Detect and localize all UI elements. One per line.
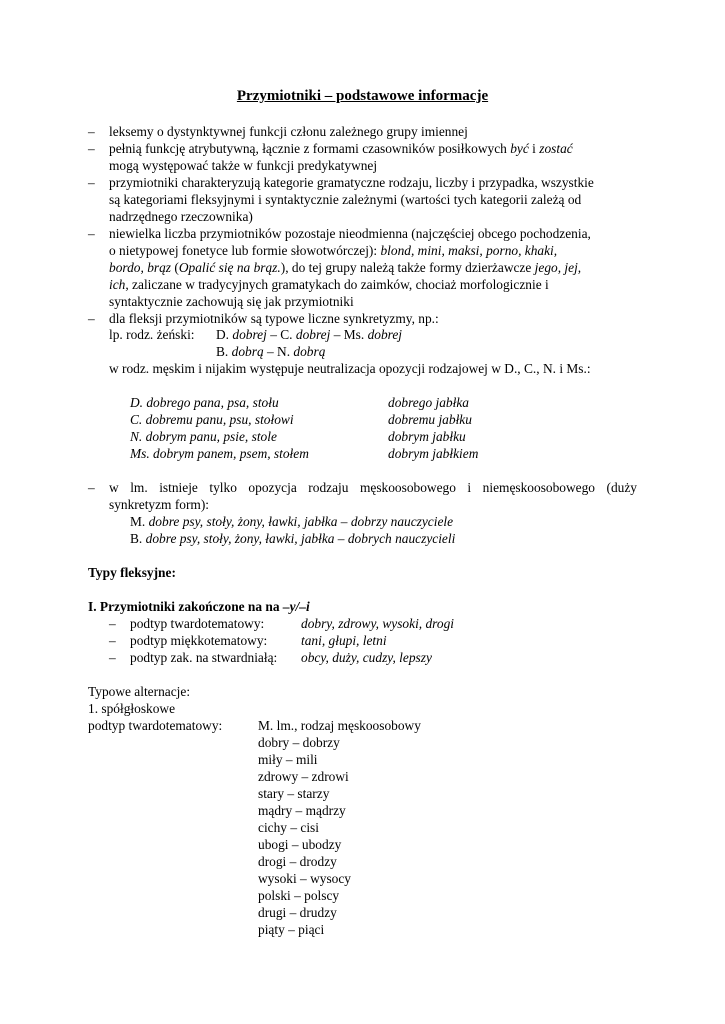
bullet-dash: – xyxy=(88,124,95,139)
table-cell-left: N. dobrym panu, psie, stole xyxy=(130,429,277,444)
table-cell-left: D. dobrego pana, psa, stołu xyxy=(130,395,279,410)
text-span: dobre psy, stoły, żony, ławki, jabłka – dobrych nauczycieli xyxy=(145,531,456,546)
bullet-6-line-1: w lm. istnieje tylko opozycja rodzaju męskoosobowego i niemęskoosobowego (duży xyxy=(109,480,637,495)
text-span: jego, jej, xyxy=(534,260,582,275)
text-span: ich xyxy=(109,277,126,292)
list-dash: – xyxy=(109,633,116,648)
text-span: B. xyxy=(130,531,146,546)
bullet-dash: – xyxy=(88,226,95,241)
alternation-pair: wysoki – wysocy xyxy=(258,871,351,886)
bullet-dash: – xyxy=(88,311,95,326)
bullet-4-line-1: niewielka liczba przymiotników pozostaje nieodmienna (najczęściej obcego pochodzenia, xyxy=(109,226,591,241)
bullet-dash: – xyxy=(88,175,95,190)
alternation-pair: polski – polscy xyxy=(258,888,340,903)
bullet-5-line-1: dla fleksji przymiotników są typowe liczne synkretyzmy, np.: xyxy=(109,311,439,326)
subtype-examples: tani, głupi, letni xyxy=(301,633,387,648)
text-span: –y/–i xyxy=(282,599,310,614)
text-span: dobrej xyxy=(295,327,331,342)
plural-b-line xyxy=(130,530,455,547)
alternation-pair: dobry – dobrzy xyxy=(258,735,340,750)
text-span: D. xyxy=(216,327,233,342)
alternation-pair: zdrowy – zdrowi xyxy=(258,769,349,784)
table-cell-left: C. dobremu panu, psu, stołowi xyxy=(130,412,294,427)
bullet-4-line-2 xyxy=(109,242,557,259)
subtype-label: podtyp twardotematowy: xyxy=(130,616,265,631)
bullet-dash: – xyxy=(88,480,95,495)
list-dash: – xyxy=(109,616,116,631)
text-span: – C. xyxy=(266,327,296,342)
feminine-label: lp. rodz. żeński: xyxy=(109,327,195,342)
alternation-pair: piąty – piąci xyxy=(258,922,325,937)
text-span: I. Przymiotniki zakończone na na xyxy=(88,599,283,614)
list-dash: – xyxy=(109,650,116,665)
alternations-sub: 1. spółgłoskowe xyxy=(88,701,176,716)
table-cell-right: dobrego jabłka xyxy=(388,395,469,410)
table-cell-right: dobrym jabłku xyxy=(388,429,466,444)
alternation-pair: drogi – drodzy xyxy=(258,854,337,869)
bullet-4-line-5: syntaktycznie zachowują się jak przymiotniki xyxy=(109,294,354,309)
text-span: o nietypowej fonetyce lub formie słowotwórczej): xyxy=(109,243,381,258)
text-span: Opalić się na brąz. xyxy=(178,260,281,275)
table-cell-left: Ms. dobrym panem, psem, stołem xyxy=(130,446,309,461)
section-heading-types: Typy fleksyjne: xyxy=(88,565,176,580)
subtype-label: podtyp zak. na stwardniałą: xyxy=(130,650,278,665)
alternations-col-heading: M. lm., rodzaj męskoosobowy xyxy=(258,718,421,733)
text-span: dobrej xyxy=(232,327,267,342)
text-span: blond, mini, maksi, porno, khaki, xyxy=(380,243,558,258)
text-span: dobre psy, stoły, żony, ławki, jabłka – dobrzy nauczyciele xyxy=(148,514,454,529)
alternation-pair: ubogi – ubodzy xyxy=(258,837,342,852)
bullet-6-line-2: synkretyzm form): xyxy=(109,497,210,512)
text-span: – Ms. xyxy=(330,327,368,342)
feminine-line-1 xyxy=(216,326,402,343)
page-title: Przymiotniki – podstawowe informacje xyxy=(236,88,489,104)
bullet-2-line-2: mogą występować także w funkcji predykatywnej xyxy=(109,158,378,173)
text-span: , zaliczane w tradycyjnych gramatykach do zaimków, chociaż morfologicznie i xyxy=(125,277,549,292)
text-span: ), do tej grupy należą także formy dzierżawcze xyxy=(280,260,535,275)
alternation-pair: mądry – mądrzy xyxy=(258,803,346,818)
alternation-pair: stary – starzy xyxy=(258,786,330,801)
subtype-examples: dobry, zdrowy, wysoki, drogi xyxy=(301,616,455,631)
bullet-5-line-4: w rodz. męskim i nijakim występuje neutralizacja opozycji rodzajowej w D., C., N. i Ms.: xyxy=(109,361,591,376)
alternations-label: podtyp twardotematowy: xyxy=(88,718,223,733)
alternation-pair: miły – mili xyxy=(258,752,318,767)
table-cell-right: dobremu jabłku xyxy=(388,412,472,427)
feminine-line-2 xyxy=(216,343,325,360)
bullet-4-line-3 xyxy=(109,259,581,276)
text-span: – N. xyxy=(263,344,294,359)
text-span: dobrej xyxy=(367,327,403,342)
bullet-dash: – xyxy=(88,141,95,156)
alternations-heading: Typowe alternacje: xyxy=(88,684,191,699)
bullet-4-line-4 xyxy=(109,276,549,293)
bullet-3-line-1: przymiotniki charakteryzują kategorie gramatyczne rodzaju, liczby i przypadka, wszystkie xyxy=(109,175,594,190)
table-cell-right: dobrym jabłkiem xyxy=(388,446,479,461)
subtype-label: podtyp miękkotematowy: xyxy=(130,633,268,648)
section-1-heading xyxy=(88,598,310,615)
text-span: bordo, brąz xyxy=(109,260,172,275)
bullet-3-line-2: są kategoriami fleksyjnymi i syntaktycznie zależnymi (wartości tych kategorii zależą od xyxy=(109,192,582,207)
text-span: pełnią funkcję atrybutywną, łącznie z formami czasowników posiłkowych xyxy=(109,141,511,156)
bullet-3-line-3: nadrzędnego rzeczownika) xyxy=(109,209,253,224)
alternation-pair: drugi – drudzy xyxy=(258,905,337,920)
text-span: B. xyxy=(216,344,232,359)
text-span: być xyxy=(510,141,529,156)
text-span: i xyxy=(528,141,540,156)
text-span: zostać xyxy=(539,141,573,156)
text-span: dobrą xyxy=(231,344,264,359)
bullet-1-text: leksemy o dystynktywnej funkcji członu zależnego grupy imiennej xyxy=(109,124,468,139)
subtype-examples: obcy, duży, cudzy, lepszy xyxy=(301,650,432,665)
alternation-pair: cichy – cisi xyxy=(258,820,319,835)
bullet-2-line-1 xyxy=(109,140,573,157)
text-span: ( xyxy=(171,260,179,275)
text-span: dobrą xyxy=(293,344,326,359)
plural-m-line xyxy=(130,513,453,530)
text-span: M. xyxy=(130,514,149,529)
